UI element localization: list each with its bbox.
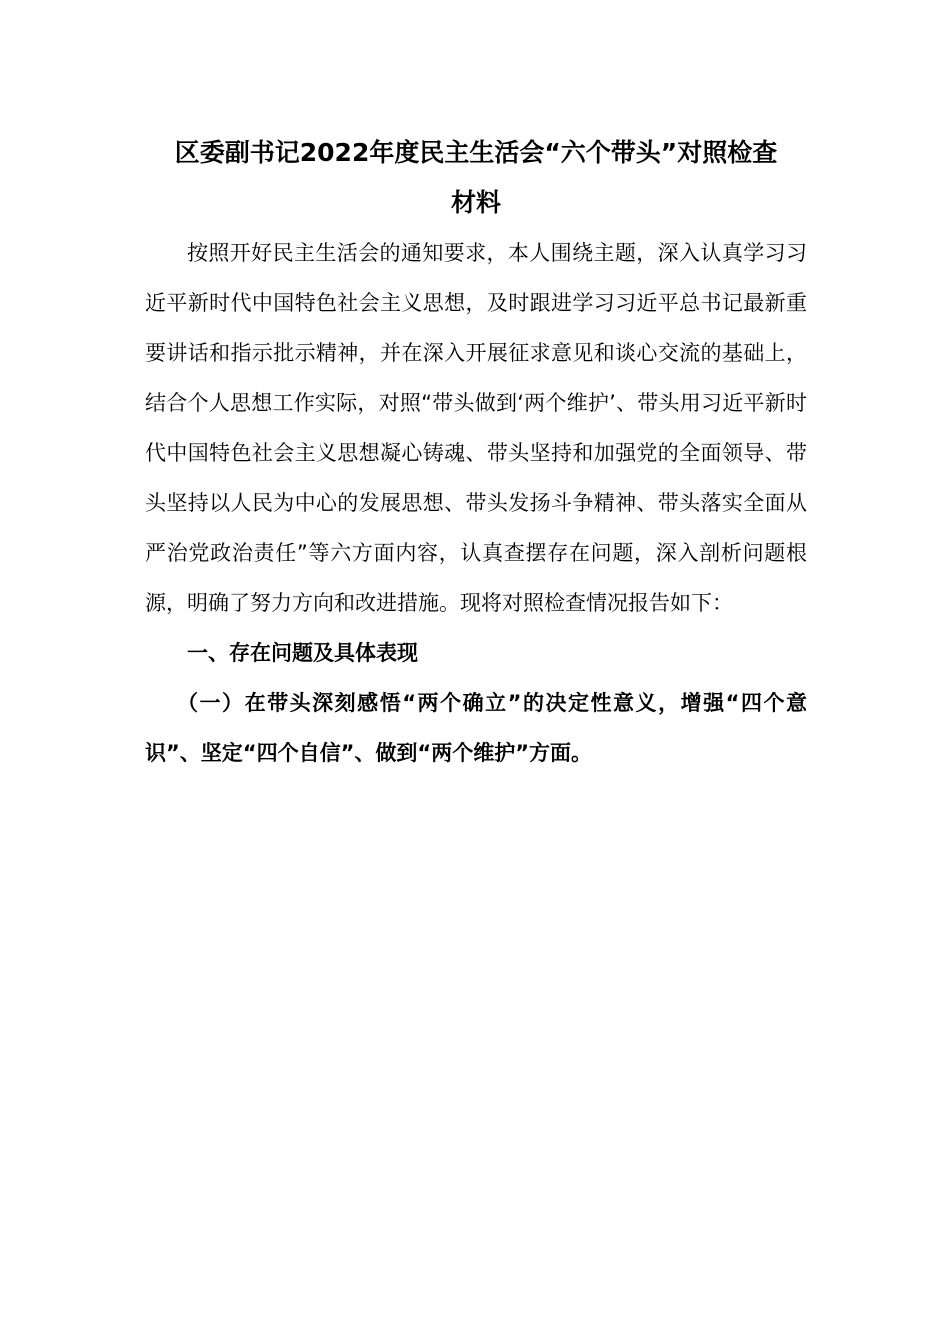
subsection-heading-1: （一）在带头深刻感悟“两个确立”的决定性意义，增强“四个意识”、坚定“四个自信”、做到“两个维护”方面。 [145,691,807,765]
title-line-1: 区委副书记2022年度民主生活会“六个带头”对照检查 [174,138,778,167]
title-line-2: 材料 [450,188,501,217]
document-title [145,128,807,228]
document-body [145,128,807,778]
section-heading-1: 一、存在问题及具体表现 [187,641,418,665]
intro-paragraph: 按照开好民主生活会的通知要求，本人围绕主题，深入认真学习习近平新时代中国特色社会主义思想，及时跟进学习习近平总书记最新重要讲话和指示批示精神，并在深入开展征求意见和谈心交流的基础上，结合个人思想工作实际，对照“带头做到‘两个维护’、带头用习近平新时代中国特色社会主义思想凝心铸魂、带头坚持和加强党的全面领导、带头坚持以人民为中心的发展思想、带头发扬斗争精神、带头落实全面从严治党政治责任”等六方面内容，认真查摆存在问题，深入剖析问题根源，明确了努力方向和改进措施。现将对照检查情况报告如下： [145,241,807,615]
